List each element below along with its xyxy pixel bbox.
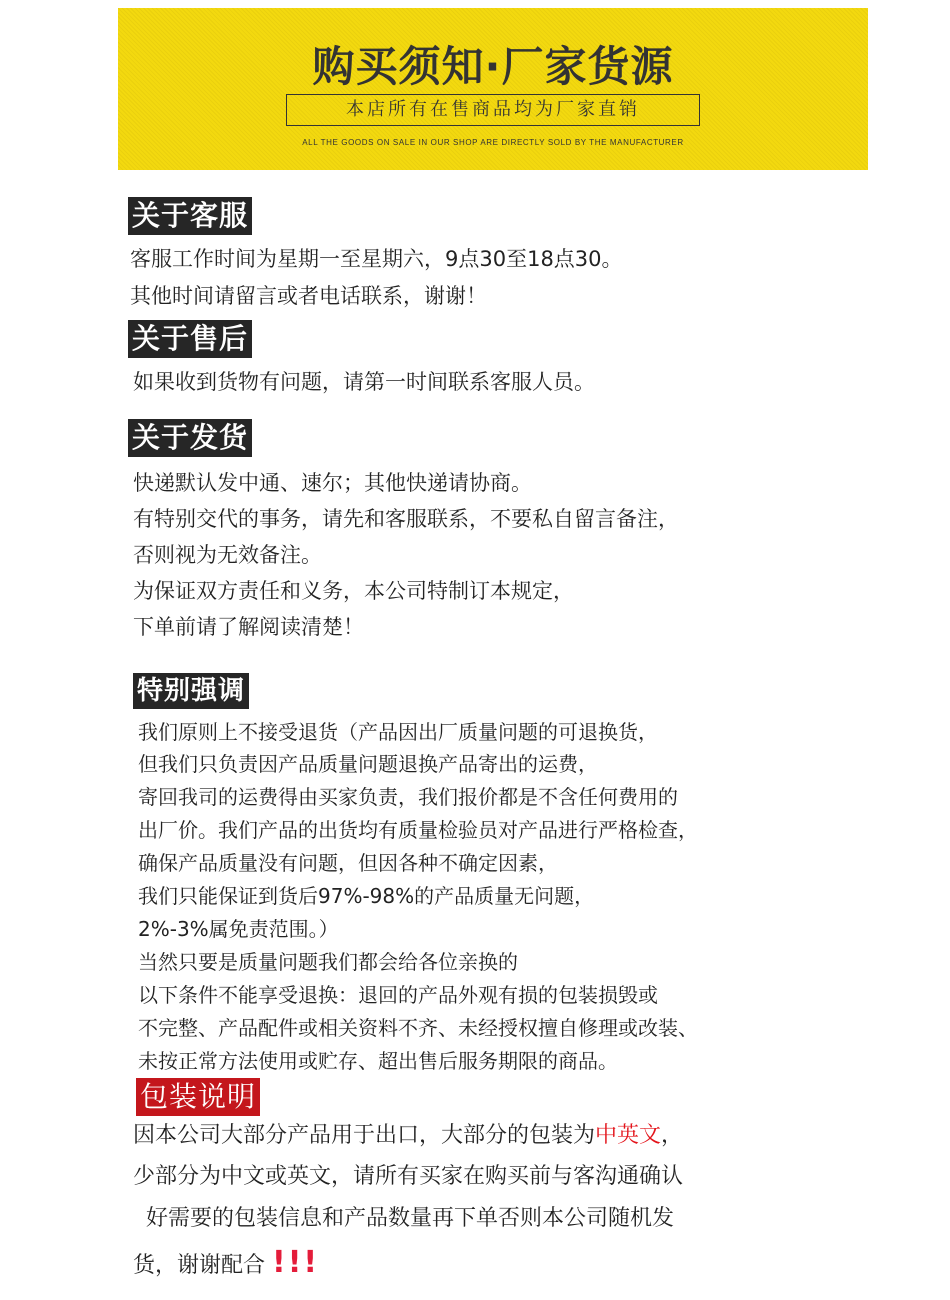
header-banner [118, 8, 868, 170]
emphasis-text-line: 我们原则上不接受退货（产品因出厂质量问题的可退换货， [138, 720, 658, 744]
shipping-text-line: 有特别交代的事务，请先和客服联系，不要私自留言备注， [133, 507, 679, 531]
emphasis-text-line: 确保产品质量没有问题，但因各种不确定因素， [138, 851, 558, 875]
section-heading-service: 关于客服 [128, 197, 252, 235]
emphasis-text-line: 寄回我司的运费得由买家负责，我们报价都是不含任何费用的 [138, 785, 678, 809]
shipping-text-line: 下单前请了解阅读清楚！ [133, 615, 364, 639]
emphasis-text-line: 不完整、产品配件或相关资料不齐、未经授权擅自修理或改装、 [138, 1016, 698, 1040]
service-text-line: 其他时间请留言或者电话联系，谢谢！ [130, 284, 487, 308]
section-heading-shipping: 关于发货 [128, 419, 252, 457]
shipping-text-line: 快递默认发中通、速尔；其他快递请协商。 [133, 471, 532, 495]
shipping-text-line: 为保证双方责任和义务，本公司特制订本规定， [133, 579, 574, 603]
packaging-text-line: 好需要的包装信息和产品数量再下单否则本公司随机发 [146, 1206, 675, 1231]
packaging-text-line: 少部分为中文或英文，请所有买家在购买前与客沟通确认 [133, 1164, 684, 1189]
service-text-line: 客服工作时间为星期一至星期六，9点30至18点30。 [130, 247, 623, 271]
emphasis-text-line: 2%-3%属免责范围。） [138, 917, 339, 941]
banner-subtitle: 本店所有在售商品均为厂家直销 [286, 94, 700, 126]
packaging-text: 因本公司大部分产品用于出口，大部分的包装为 [133, 1123, 596, 1148]
banner-title: 购买须知·厂家货源 [312, 42, 674, 91]
section-heading-after-sales: 关于售后 [128, 320, 252, 358]
section-heading-packaging: 包装说明 [136, 1078, 260, 1116]
highlight-bilingual: 中英文 [595, 1123, 662, 1148]
packaging-text-line [133, 1245, 320, 1280]
packaging-text: 货，谢谢配合 [133, 1253, 266, 1278]
section-heading-emphasis: 特别强调 [133, 673, 249, 709]
packaging-text-line [133, 1122, 683, 1150]
emphasis-text-line: 出厂价。我们产品的出货均有质量检验员对产品进行严格检查， [138, 818, 698, 842]
emphasis-text-line: 以下条件不能享受退换：退回的产品外观有损的包装损毁或 [138, 983, 658, 1007]
after-sales-text-line: 如果收到货物有问题，请第一时间联系客服人员。 [133, 370, 595, 394]
packaging-text: ， [661, 1123, 684, 1148]
exclamation-marks: !!! [272, 1245, 320, 1280]
emphasis-text-line: 未按正常方法使用或贮存、超出售后服务期限的商品。 [138, 1049, 618, 1073]
emphasis-text-line: 当然只要是质量问题我们都会给各位亲换的 [138, 950, 518, 974]
shipping-text-line: 否则视为无效备注。 [133, 543, 322, 567]
banner-english-caption: ALL THE GOODS ON SALE IN OUR SHOP ARE DIRECTLY SOLD BY THE MANUFACTURER [302, 138, 684, 147]
emphasis-text-line: 但我们只负责因产品质量问题退换产品寄出的运费， [138, 752, 598, 776]
emphasis-text-line: 我们只能保证到货后97%-98%的产品质量无问题， [138, 884, 595, 908]
